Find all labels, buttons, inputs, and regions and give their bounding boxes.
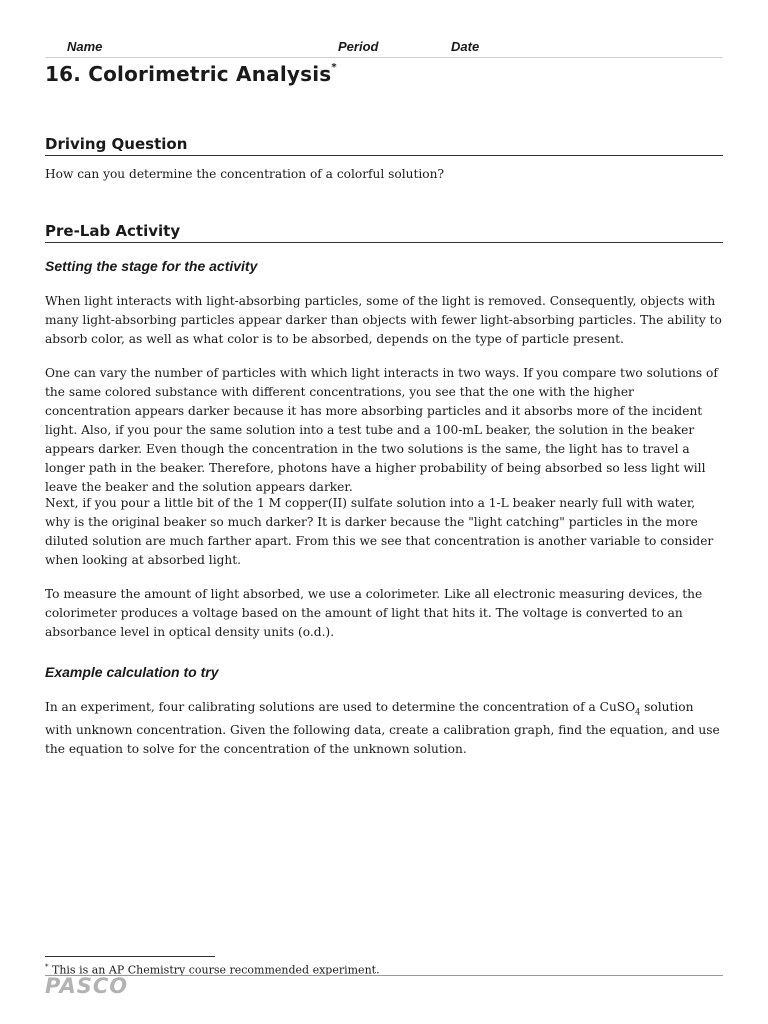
paragraph-colorimeter: To measure the amount of light absorbed, we use a colorimeter. Like all electronic measuring devices, the colorimeter produces a voltage based on the amount of light that hits it. The voltage is converted to an absorbance level in optical density units (o.d.).	[45, 587, 703, 639]
name-label: Name	[67, 39, 103, 54]
driving-question-text: How can you determine the concentration of a colorful solution?	[45, 167, 445, 181]
paragraph-example	[45, 698, 723, 759]
period-label: Period	[338, 39, 379, 54]
paragraph-vary-particles: One can vary the number of particles with which light interacts in two ways. If you compare two solutions of the same colored substance with different concentrations, you see that the one with the higher concentration appears darker because it has more absorbing particles and it absorbs more of the incident light. Also, if you pour the same solution into a test tube and a 100-mL beaker, the solution in the beaker appears darker. Even though the concentration in the two solutions is the same, the light has to travel a longer path in the beaker. Therefore, photons have a higher probability of being absorbed so less light will leave the beaker and the solution appears darker.	[45, 366, 718, 494]
page-title	[45, 62, 337, 86]
title-footnote-mark: *	[331, 62, 337, 74]
footnote-divider	[45, 956, 215, 957]
worksheet-page	[45, 0, 723, 1024]
pre-lab-heading: Pre-Lab Activity	[45, 222, 723, 243]
example-text-end: solution with unknown concentration. Given the following data, create a calibration graph, find the equation, and use the equation to solve for the concentration of the unknown solution.	[45, 700, 720, 757]
pasco-logo: PASCO	[45, 974, 129, 998]
date-label: Date	[451, 39, 480, 54]
driving-question-heading: Driving Question	[45, 135, 723, 156]
student-info-row	[45, 38, 723, 58]
paragraph-light-absorbing: When light interacts with light-absorbing particles, some of the light is removed. Consequently, objects with many light-absorbing particles appear darker than objects with fewer light-absorbing particles. The ability to absorb color, as well as what color is to be absorbed, depends on the type of particle present.	[45, 294, 722, 346]
footnote-mark: *	[45, 963, 49, 971]
example-subscript: 4	[635, 707, 641, 717]
example-calculation-heading: Example calculation to try	[45, 664, 219, 680]
setting-stage-heading: Setting the stage for the activity	[45, 258, 258, 274]
paragraph-dilution: Next, if you pour a little bit of the 1 M copper(II) sulfate solution into a 1-L beaker nearly full with water, why is the original beaker so much darker? It is darker because the "light catching" particles in the more diluted solution are much farther apart. From this we see that concentration is another variable to consider when looking at absorbed light.	[45, 496, 714, 567]
footnote-text: This is an AP Chemistry course recommended experiment.	[48, 963, 380, 977]
example-text-start: In an experiment, four calibrating solutions are used to determine the concentration of a CuSO	[45, 700, 636, 714]
footer-divider	[45, 975, 723, 976]
page-title-text: 16. Colorimetric Analysis	[45, 62, 332, 86]
